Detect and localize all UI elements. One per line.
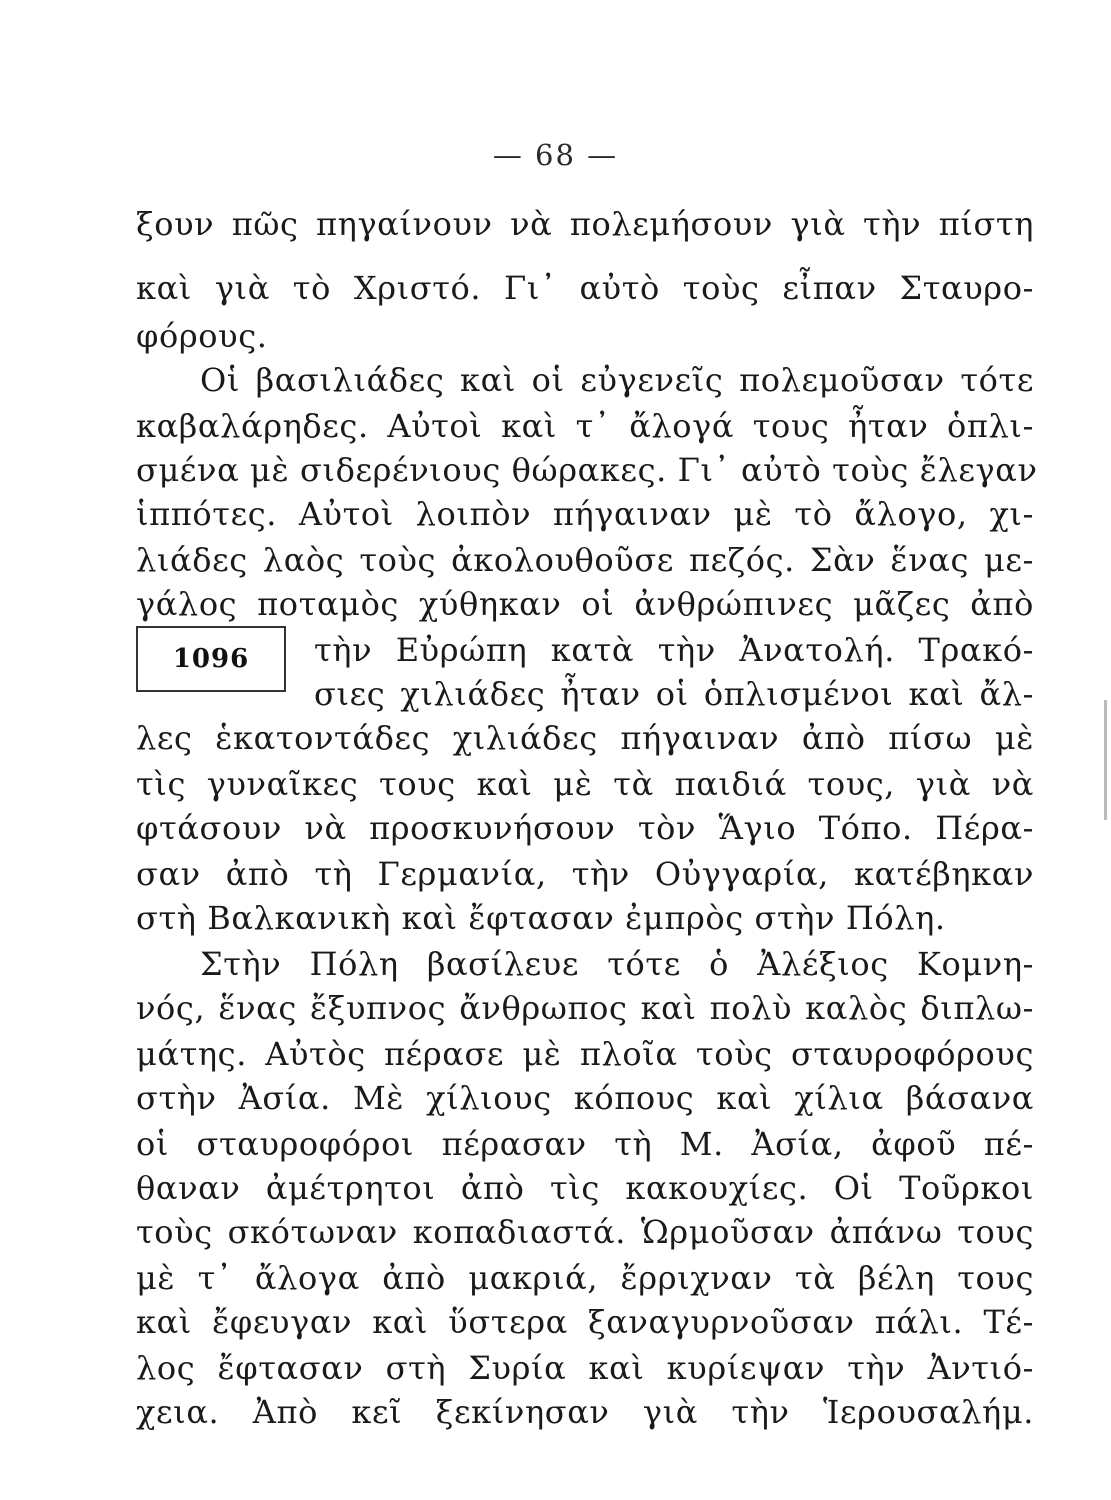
margin-year-label: 1096	[172, 644, 250, 674]
page-number: — 68 —	[492, 138, 619, 172]
text-line: νός, ἕνας ἔξυπνος ἄνθρωπος καὶ πολὺ καλὸς διπλω-	[136, 989, 1034, 1027]
text-line: καὶ ἔφευγαν καὶ ὕστερα ξαναγυρνοῦσαν πάλι. Τέ-	[136, 1303, 1034, 1341]
margin-year-box	[136, 626, 286, 692]
text-line: σαν ἀπὸ τὴ Γερμανία, τὴν Οὐγγαρία, κατέβηκαν	[136, 855, 1034, 893]
text-line: ξουν πῶς πηγαίνουν νὰ πολεμήσουν γιὰ τὴν πίστη	[136, 205, 1034, 243]
text-line: τὴν Εὐρώπη κατὰ τὴν Ἀνατολή. Τρακό-	[314, 631, 1034, 669]
text-line: χεια. Ἀπὸ κεῖ ξεκίνησαν γιὰ τὴν Ἱερουσαλήμ.	[136, 1393, 1034, 1431]
text-line: καὶ γιὰ τὸ Χριστό. Γι᾿ αὐτὸ τοὺς εἶπαν Σταυρο-	[136, 269, 1034, 307]
text-line: στὴ Βαλκανικὴ καὶ ἔφτασαν ἐμπρὸς στὴν Πόλη.	[136, 899, 946, 937]
text-line: οἱ σταυροφόροι πέρασαν τὴ Μ. Ἀσία, ἀφοῦ πέ-	[136, 1125, 1034, 1163]
text-line: ἱππότες. Αὐτοὶ λοιπὸν πήγαιναν μὲ τὸ ἄλογο, χι-	[136, 495, 1034, 533]
text-line: στὴν Ἀσία. Μὲ χίλιους κόπους καὶ χίλια βάσανα	[136, 1079, 1034, 1117]
text-line: μάτης. Αὐτὸς πέρασε μὲ πλοῖα τοὺς σταυροφόρους	[136, 1035, 1034, 1073]
text-line: λιάδες λαὸς τοὺς ἀκολουθοῦσε πεζός. Σὰν ἕνας με-	[136, 541, 1034, 579]
paragraph-start-line: Οἱ βασιλιάδες καὶ οἱ εὐγενεῖς πολεμοῦσαν τότε	[200, 361, 1034, 399]
text-line: μὲ τ᾿ ἄλογα ἀπὸ μακριά, ἔρριχναν τὰ βέλη τους	[136, 1259, 1034, 1297]
text-line: λος ἔφτασαν στὴ Συρία καὶ κυρίεψαν τὴν Ἀντιό-	[136, 1349, 1034, 1387]
text-line: λες ἑκατοντάδες χιλιάδες πήγαιναν ἀπὸ πίσω μὲ	[136, 719, 1034, 757]
text-line: σιες χιλιάδες ἦταν οἱ ὁπλισμένοι καὶ ἄλ-	[314, 675, 1034, 713]
paragraph-start-line: Στὴν Πόλη βασίλευε τότε ὁ Ἀλέξιος Κομνη-	[200, 945, 1034, 983]
text-line: φόρους.	[136, 317, 268, 355]
text-line: καβαλάρηδες. Αὐτοὶ καὶ τ᾿ ἄλογά τους ἦταν ὁπλι-	[136, 407, 1034, 445]
text-line: τοὺς σκότωναν κοπαδιαστά. Ὡρμοῦσαν ἀπάνω τους	[136, 1213, 1034, 1251]
text-line: φτάσουν νὰ προσκυνήσουν τὸν Ἅγιο Τόπο. Πέρα-	[136, 809, 1034, 847]
text-line: θαναν ἀμέτρητοι ἀπὸ τὶς κακουχίες. Οἱ Τοῦρκοι	[136, 1169, 1034, 1207]
scan-edge-mark	[1104, 700, 1107, 820]
text-line: τὶς γυναῖκες τους καὶ μὲ τὰ παιδιά τους, γιὰ νὰ	[136, 765, 1034, 803]
text-line: σμένα μὲ σιδερένιους θώρακες. Γι᾿ αὐτὸ τοὺς ἔλεγαν	[136, 451, 1038, 489]
text-line: γάλος ποταμὸς χύθηκαν οἱ ἀνθρώπινες μᾶζες ἀπὸ	[136, 585, 1034, 623]
